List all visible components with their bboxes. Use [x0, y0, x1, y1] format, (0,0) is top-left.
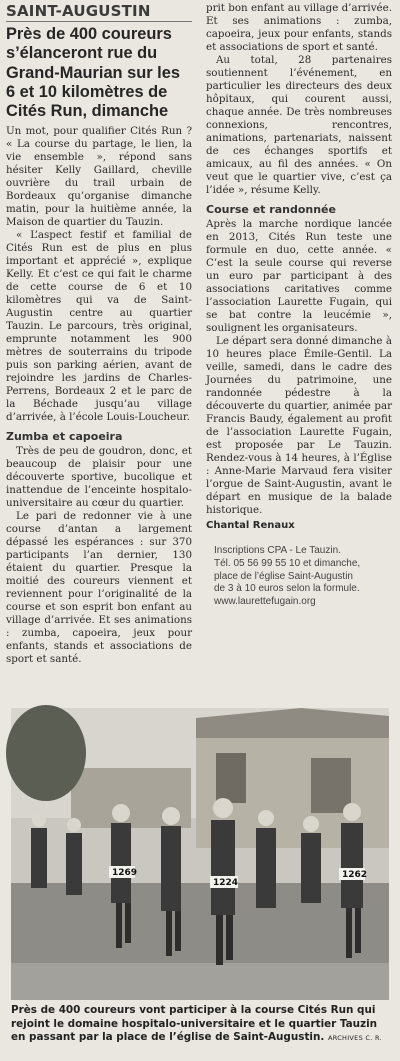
section-kicker: SAINT-AUGUSTIN	[6, 2, 192, 22]
bib-number: 1269	[112, 868, 138, 878]
info-line: place de l’église Saint-Augustin	[214, 570, 353, 582]
body-paragraph: Le départ sera donné dimanche à 10 heures place Émile-Gentil. La veille, samedi, dans le cadre des Journées du patrimoine, une randonnée pédestre à la découverte du quartier, animée par Francis Baudy, également au profit de l’association Laurette Fugain, est proposée par Le Tauzin. Rendez-vous à 14 heures, à l’Église : Anne-Marie Marvaud fera visiter l’orgue de Saint-Augustin, avant le départ en musique de la balade historique.	[206, 335, 392, 516]
body-paragraph: Après la marche nordique lancée en 2013, Cités Run teste une formule en duo, cette année. « C’est la seule course qui reverse un euro par participant à des associations caritatives comme l’association Laurette Fugain, qui se bat contre la leucémie », soulignent les organisateurs.	[206, 218, 392, 334]
caption-text: Près de 400 coureurs vont participer à la course Cités Run qui rejoint le domaine hospitalo-universitaire et le quartier Tauzin en passant par la place de l’église de Saint-Augustin.	[11, 1004, 378, 1043]
photo-credit: ARCHIVES C. R.	[327, 1034, 382, 1042]
left-column	[6, 0, 192, 666]
right-column	[206, 0, 392, 609]
body-paragraph: Au total, 28 partenaires soutiennent l’événement, en particulier les directeurs des deux hôpitaux, qui courent aussi, chaque année. De très nombreuses connexions, rencontres, animations, partenariats, naissent de ces échanges sportifs et amicaux, au fil des années. « On veut que le quartier vive, c’est ça l’idée », résume Kelly.	[206, 54, 392, 196]
subheading-course: Course et randonnée	[206, 203, 336, 216]
photo-caption	[11, 1004, 389, 1046]
body-paragraph: Le pari de redonner vie à une course d’antan a largement dépassé les espérances : sur 370 participants l’an dernier, 130 étaient du quartier. Presque la moitié des coureurs viennent et reviennent pour l’originalité de la course et son esprit bon enfant au village d’arrivée. Et ses animations : zumba, capoeira, jeux pour enfants, stands et associations de sport et santé.	[6, 510, 192, 666]
article-headline: Près de 400 coureurs s’élanceront rue du Grand-Maurian sur les 6 et 10 kilomètres de Cités Run, dimanche	[6, 25, 180, 121]
bib-number: 1224	[213, 878, 239, 888]
body-paragraph: prit bon enfant au village d’arrivée. Et ses animations : zumba, capoeira, jeux pour enfants, stands et associations de sport et santé.	[206, 2, 392, 53]
bib-number: 1262	[342, 870, 368, 880]
info-line: Inscriptions CPA - Le Tauzin.	[214, 545, 341, 556]
info-line: Tél. 05 56 99 55 10 et dimanche,	[214, 557, 361, 569]
race-photo-illustration	[11, 708, 389, 1000]
info-line: de 3 à 10 euros selon la formule.	[214, 583, 360, 595]
subheading-zumba: Zumba et capoeira	[6, 430, 123, 444]
info-box	[206, 545, 392, 609]
body-paragraph: « L’aspect festif et familial de Cités Run est de plus en plus important et apprécié », explique Kelly. Et c’est ce qui fait le charme de cette course de 6 et 10 kilomètres qui va de Saint-Augustin centre au quartier Tauzin. Le parcours, très original, emprunte notamment les 900 mètres de souterrains du tripode puis son parking aérien, avant de rejoindre les jardins de Charles-Perrens, Bordeaux 2 et le parc de la Béchade jusqu’au village d’arrivée, à l’école Louis-Loucheur.	[6, 229, 192, 424]
race-photo	[11, 708, 389, 1000]
body-paragraph: Très de peu de goudron, donc, et beaucoup de plaisir pour une découverte sportive, bucolique et inattendue de l’enceinte hospitalo-universitaire au cœur du quartier.	[6, 445, 192, 510]
info-link[interactable]: www.laurettefugain.org	[214, 596, 316, 608]
lead-paragraph: Un mot, pour qualifier Cités Run ? « La course du partage, le lien, la vie ensemble », répond sans hésiter Kelly Gaillard, cheville ouvrière du trail urbain de Bordeaux qu’organise dimanche matin, pour la huitième année, la Maison de quartier du Tauzin.	[6, 125, 192, 229]
author-signature: Chantal Renaux	[206, 520, 295, 531]
